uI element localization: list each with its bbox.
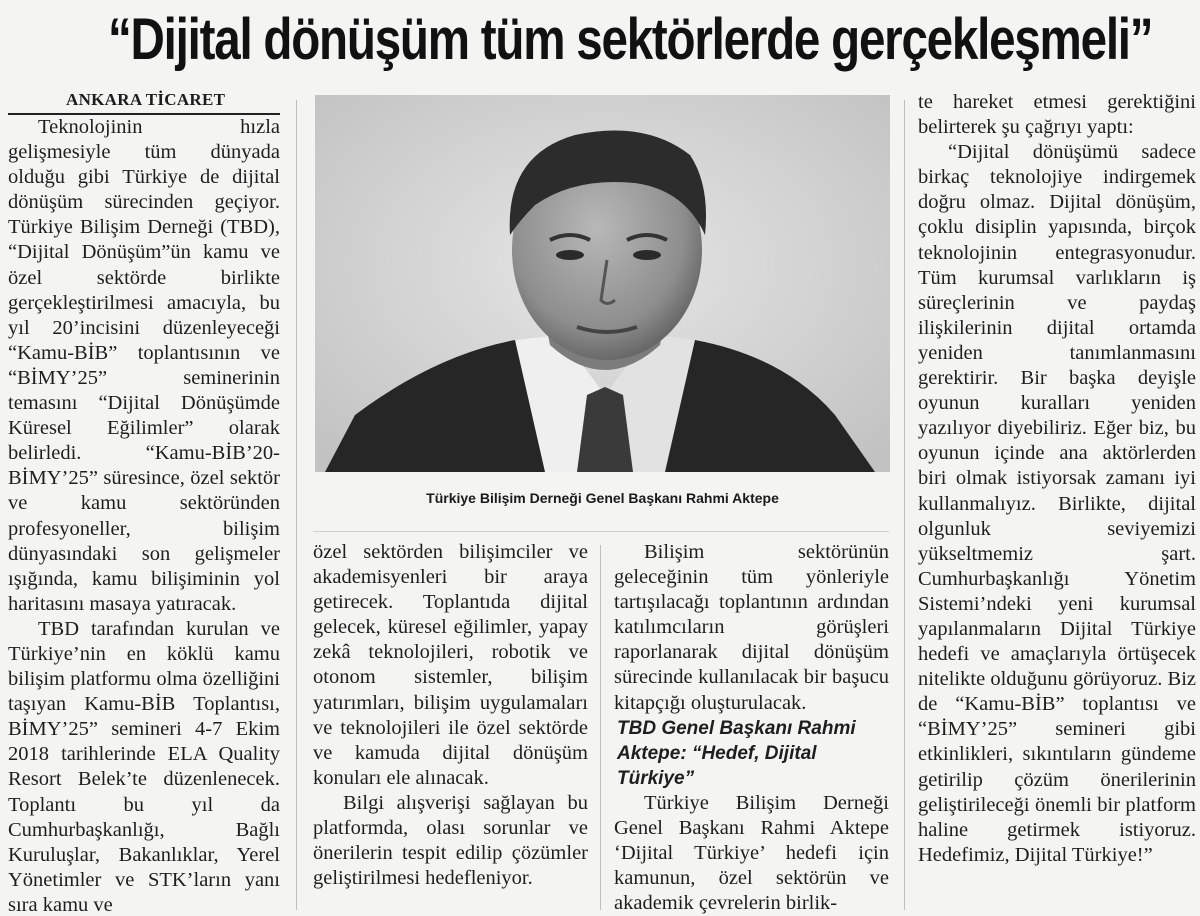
- paragraph: Teknolojinin hızla gelişmesiyle tüm dünyada olduğu gibi Türkiye de dijital dönüşüm sürecinden geçiyor. Türkiye Bilişim Derneği (TBD), “Dijital Dönüşüm”ün kamu ve özel sektörde birlikte gerçekleştirilmesi amacıyla, bu yıl 20’incisini düzenleyeceği “Kamu-BİB” toplantısının ve “BİMY’25” seminerinin temasını “Dijital Dönüşümde Küresel Eğilimler” olarak belirledi. “Kamu-BİB’20-BİMY’25” süresince, özel sektör ve kamu sektöründen profesyoneller, bilişim dünyasındaki son gelişmeler ışığında, kamu bilişiminin yol haritasını masaya yatıracak.: [8, 116, 280, 615]
- byline-text: ANKARA TİCARET: [66, 90, 226, 109]
- column-4: [918, 90, 1196, 868]
- column-2: [313, 540, 588, 891]
- column-rule-3: [904, 100, 905, 910]
- portrait-photo: [315, 95, 890, 472]
- column-rule-2: [600, 545, 601, 910]
- paragraph: özel sektörden bilişimciler ve akademisyenleri bir araya getirecek. Toplantıda dijital gelecek, küresel eğilimler, yapay zekâ teknolojileri, robotik ve otonom sistemler, bilişim yatırımları, bilişim uygulamaları ve teknolojileri ile özel sektörde ve kamuda dijital dönüşüm konuları ele alınacak.: [313, 541, 588, 789]
- column-rule-1: [296, 100, 297, 910]
- photo-caption: Türkiye Bilişim Derneği Genel Başkanı Rahmi Aktepe: [426, 490, 779, 506]
- paragraph: TBD tarafından kurulan ve Türkiye’nin en köklü kamu bilişim platformu olma özelliğini taşıyan Kamu-BİB Toplantısı, BİMY’25” semineri 4-7 Ekim 2018 tarihlerinde ELA Quality Resort Belek’te düzenlenecek. Toplantı bu yıl da Cumhurbaşkanlığı, Bağlı Kuruluşlar, Bakanlıklar, Yerel Yönetimler ve STK’ların yanı sıra kamu ve: [8, 617, 280, 916]
- subheading: TBD Genel Başkanı Rahmi Aktepe: “Hedef, Dijital Türkiye”: [617, 717, 856, 789]
- caption-rule: [313, 531, 889, 532]
- column-3: [614, 540, 889, 916]
- column-1: [8, 115, 280, 916]
- paragraph: Türkiye Bilişim Derneği Genel Başkanı Rahmi Aktepe ‘Dijital Türkiye’ hedefi için kamunun, özel sektörün ve akademik çevrelerin birlik-: [614, 791, 889, 915]
- byline: [8, 89, 280, 115]
- paragraph: Bilgi alışverişi sağlayan bu platformda, olası sorunlar ve önerilerin tespit edilip çözümler geliştirilmesi hedefleniyor.: [313, 791, 588, 890]
- paragraph: Bilişim sektörünün geleceğinin tüm yönleriyle tartışılacağı toplantının ardından katılımcıların görüşleri raporlanarak dijital dönüşüm sürecinde kullanılacak bir başucu kitapçığı oluşturulacak.: [614, 541, 889, 714]
- paragraph: “Dijital dönüşümü sadece birkaç teknolojiye indirgemek doğru olmaz. Dijital dönüşüm, çoklu disiplin yapısında, birçok teknolojinin entegrasyonudur. Tüm kurumsal varlıkların iş süreçlerinin ve paydaş ilişkilerinin dijital ortamda yeniden tanımlanmasını gerektirir. Bir başka deyişle oyunun kuralları yeniden yazılıyor diyebiliriz. Eğer biz, bu oyunun içinde ana aktörlerden biri olmak istiyorsak zamanı iyi kullanmalıyız. Birlikte, dijital olgunluk seviyemizi yükseltmemiz şart. Cumhurbaşkanlığı Yönetim Sistemi’ndeki yeni kurumsal yapılanmaların Dijital Türkiye hedefi ve amaçlarıyla örtüşecek nitelikte olduğunu görüyoruz. Biz de “Kamu-BİB” toplantısı ve “BİMY’25” semineri gibi etkinlikleri, sıkıntıların gündeme getirilip çözüm önerilerinin geliştirileceği önemli bir platform haline getirmek istiyoruz. Hedefimiz, Dijital Türkiye!”: [918, 141, 1196, 866]
- paragraph: te hareket etmesi gerektiğini belirterek şu çağrıyı yaptı:: [918, 91, 1196, 139]
- headline: “Dijital dönüşüm tüm sektörlerde gerçekleşmeli”: [108, 7, 1153, 72]
